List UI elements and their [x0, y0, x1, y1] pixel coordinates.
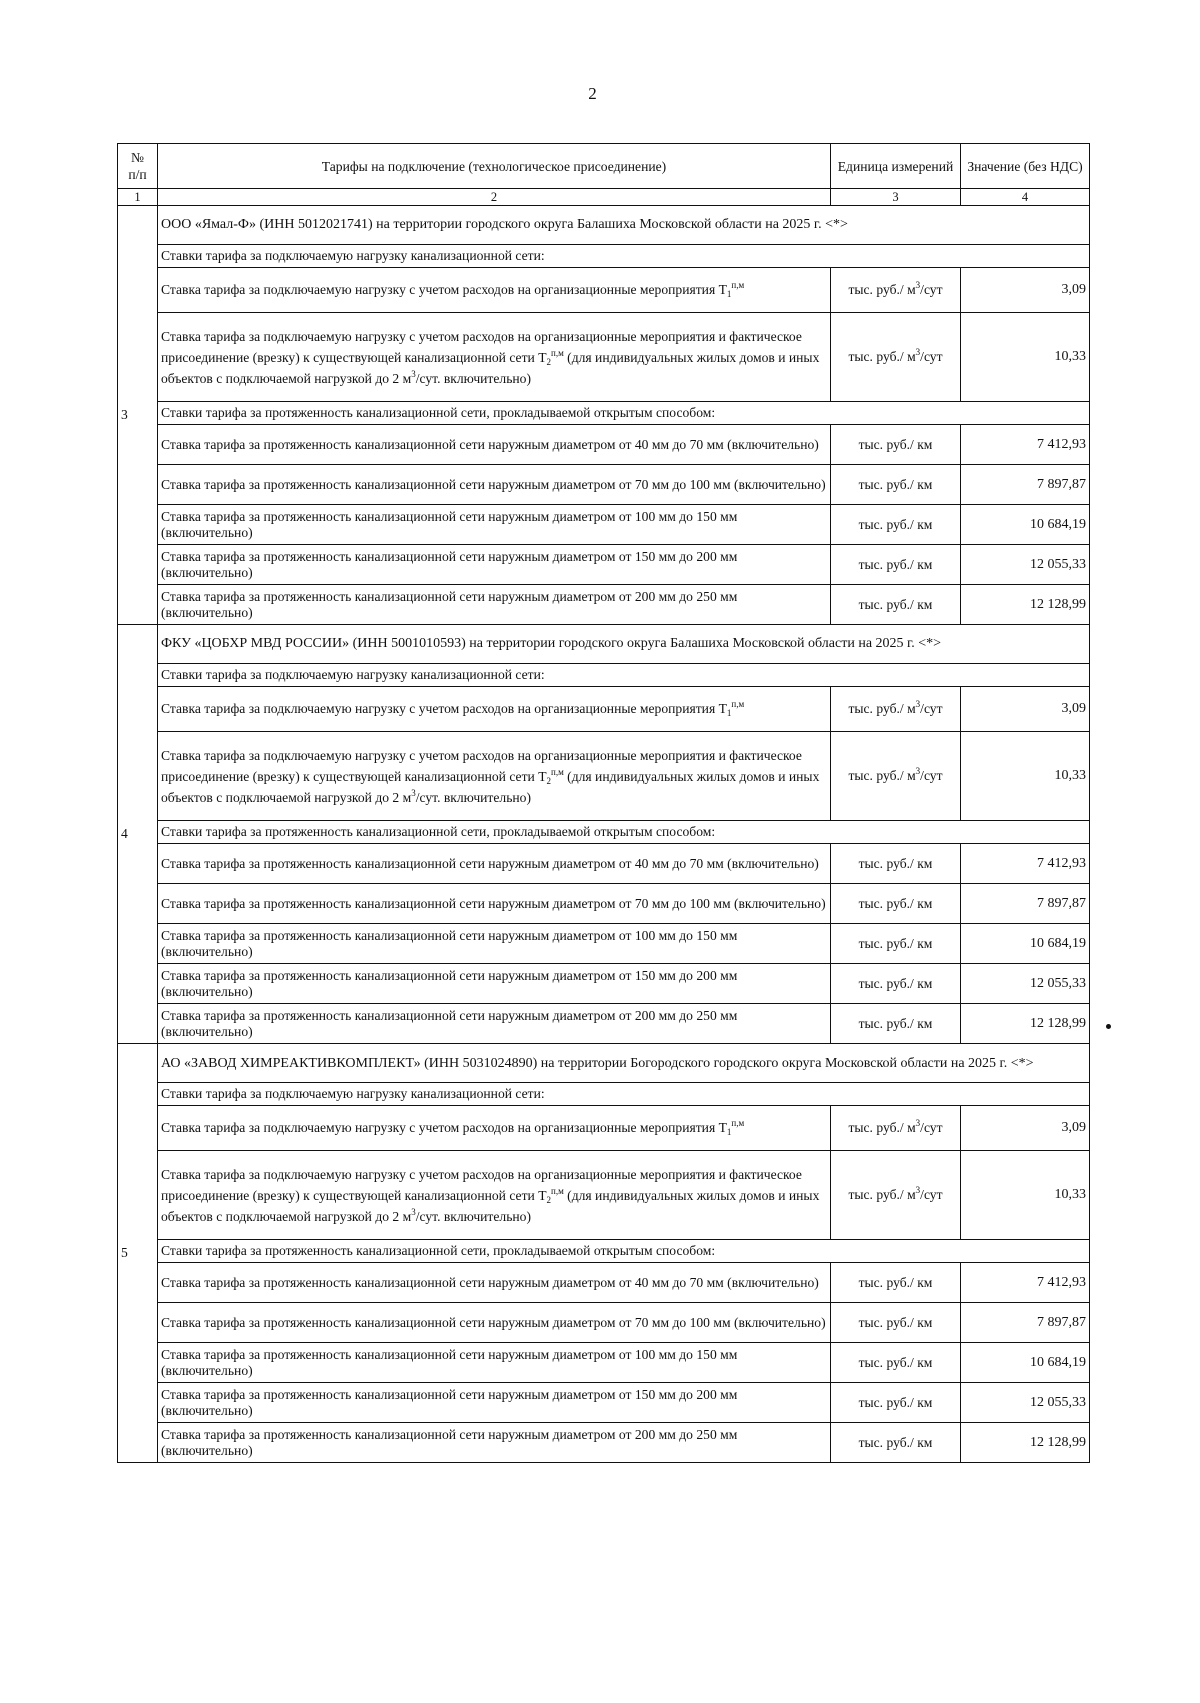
section-number: 3: [118, 206, 158, 625]
value-cell: 7 412,93: [961, 844, 1090, 884]
table-row: [118, 1423, 1090, 1463]
value-cell: 3,09: [961, 687, 1090, 732]
value-cell: 10 684,19: [961, 505, 1090, 545]
value-cell: 12 128,99: [961, 1004, 1090, 1044]
value-cell: 7 897,87: [961, 884, 1090, 924]
unit-cell: тыс. руб./ км: [831, 545, 961, 585]
table-row: [118, 313, 1090, 402]
tariff-description: Ставка тарифа за подключаемую нагрузку с учетом расходов на организационные мероприятия $Т_1^{п,м}$: [158, 268, 831, 313]
unit-cell: тыс. руб./ $м^3$/сут: [831, 687, 961, 732]
tariff-description: Ставка тарифа за протяженность канализационной сети наружным диаметром от 40 мм до 70 мм (включительно): [158, 1263, 831, 1303]
table-row: [118, 425, 1090, 465]
tariff-description: Ставка тарифа за подключаемую нагрузку с учетом расходов на организационные мероприятия $Т_1^{п,м}$: [158, 1106, 831, 1151]
tariff-description: Ставка тарифа за протяженность канализационной сети наружным диаметром от 150 мм до 200 мм (включительно): [158, 1383, 831, 1423]
value-cell: 7 897,87: [961, 465, 1090, 505]
length-subheading-row: [118, 1240, 1090, 1263]
tariff-description: Ставка тарифа за протяженность канализационной сети наружным диаметром от 70 мм до 100 мм (включительно): [158, 884, 831, 924]
table-row: [118, 1106, 1090, 1151]
table-row: [118, 924, 1090, 964]
tariff-description: Ставка тарифа за протяженность канализационной сети наружным диаметром от 40 мм до 70 мм (включительно): [158, 425, 831, 465]
table-row: [118, 964, 1090, 1004]
length-subheading-row: [118, 821, 1090, 844]
header-number: № п/п: [118, 144, 158, 189]
value-cell: 10 684,19: [961, 1343, 1090, 1383]
value-cell: 10,33: [961, 313, 1090, 402]
unit-cell: тыс. руб./ км: [831, 1303, 961, 1343]
scan-dot: [1106, 1024, 1111, 1029]
column-number: 2: [158, 189, 831, 206]
tariff-table: [117, 143, 1090, 1463]
tariff-description: Ставка тарифа за протяженность канализационной сети наружным диаметром от 70 мм до 100 мм (включительно): [158, 465, 831, 505]
unit-cell: тыс. руб./ $м^3$/сут: [831, 313, 961, 402]
unit-cell: тыс. руб./ $м^3$/сут: [831, 1106, 961, 1151]
load-subheading: Ставки тарифа за подключаемую нагрузку канализационной сети:: [158, 664, 1090, 687]
unit-cell: тыс. руб./ $м^3$/сут: [831, 268, 961, 313]
table-row: [118, 268, 1090, 313]
unit-cell: тыс. руб./ км: [831, 844, 961, 884]
page-number: 2: [588, 84, 597, 103]
unit-cell: тыс. руб./ $м^3$/сут: [831, 1151, 961, 1240]
table-row: [118, 844, 1090, 884]
table-header: [118, 144, 1090, 206]
value-cell: 12 128,99: [961, 585, 1090, 625]
load-subheading-row: [118, 1083, 1090, 1106]
tariff-description: Ставка тарифа за подключаемую нагрузку с учетом расходов на организационные мероприятия и фактическое присоединение (врезку) к существующей канализационной сети $Т_2^{п,м}$ (для индивидуальных жилых домов и иных объектов с подключаемой нагрузкой до 2 $м^3$/сут. включительно): [158, 313, 831, 402]
unit-cell: тыс. руб./ $м^3$/сут: [831, 732, 961, 821]
value-cell: 10,33: [961, 1151, 1090, 1240]
length-subheading: Ставки тарифа за протяженность канализационной сети, прокладываемой открытым способом:: [158, 402, 1090, 425]
tariff-description: Ставка тарифа за подключаемую нагрузку с учетом расходов на организационные мероприятия и фактическое присоединение (врезку) к существующей канализационной сети $Т_2^{п,м}$ (для индивидуальных жилых домов и иных объектов с подключаемой нагрузкой до 2 $м^3$/сут. включительно): [158, 1151, 831, 1240]
value-cell: 10 684,19: [961, 924, 1090, 964]
unit-cell: тыс. руб./ км: [831, 585, 961, 625]
organization-title: ООО «Ямал-Ф» (ИНН 5012021741) на территории городского округа Балашиха Московской области на 2025 г. <*>: [158, 206, 1090, 245]
unit-cell: тыс. руб./ км: [831, 1004, 961, 1044]
organization-row: [118, 1044, 1090, 1083]
unit-cell: тыс. руб./ км: [831, 964, 961, 1004]
column-number: 4: [961, 189, 1090, 206]
value-cell: 7 412,93: [961, 425, 1090, 465]
unit-cell: тыс. руб./ км: [831, 425, 961, 465]
tariff-description: Ставка тарифа за подключаемую нагрузку с учетом расходов на организационные мероприятия и фактическое присоединение (врезку) к существующей канализационной сети $Т_2^{п,м}$ (для индивидуальных жилых домов и иных объектов с подключаемой нагрузкой до 2 $м^3$/сут. включительно): [158, 732, 831, 821]
table-body: [118, 206, 1090, 1463]
table-row: [118, 1383, 1090, 1423]
tariff-description: Ставка тарифа за протяженность канализационной сети наружным диаметром от 200 мм до 250 мм (включительно): [158, 585, 831, 625]
section-number: 4: [118, 625, 158, 1044]
table-row: [118, 1263, 1090, 1303]
value-cell: 7 412,93: [961, 1263, 1090, 1303]
tariff-description: Ставка тарифа за протяженность канализационной сети наружным диаметром от 40 мм до 70 мм (включительно): [158, 844, 831, 884]
load-subheading-row: [118, 245, 1090, 268]
column-number: 3: [831, 189, 961, 206]
value-cell: 10,33: [961, 732, 1090, 821]
tariff-description: Ставка тарифа за протяженность канализационной сети наружным диаметром от 150 мм до 200 мм (включительно): [158, 545, 831, 585]
tariff-description: Ставка тарифа за протяженность канализационной сети наружным диаметром от 200 мм до 250 мм (включительно): [158, 1004, 831, 1044]
unit-cell: тыс. руб./ км: [831, 1343, 961, 1383]
organization-row: [118, 206, 1090, 245]
column-number: 1: [118, 189, 158, 206]
tariff-description: Ставка тарифа за протяженность канализационной сети наружным диаметром от 200 мм до 250 мм (включительно): [158, 1423, 831, 1463]
load-subheading-row: [118, 664, 1090, 687]
unit-cell: тыс. руб./ км: [831, 465, 961, 505]
value-cell: 12 055,33: [961, 964, 1090, 1004]
value-cell: 12 055,33: [961, 1383, 1090, 1423]
length-subheading-row: [118, 402, 1090, 425]
unit-cell: тыс. руб./ км: [831, 884, 961, 924]
table-row: [118, 1303, 1090, 1343]
table-row: [118, 505, 1090, 545]
unit-cell: тыс. руб./ км: [831, 505, 961, 545]
value-cell: 12 055,33: [961, 545, 1090, 585]
unit-cell: тыс. руб./ км: [831, 1423, 961, 1463]
value-cell: 7 897,87: [961, 1303, 1090, 1343]
length-subheading: Ставки тарифа за протяженность канализационной сети, прокладываемой открытым способом:: [158, 1240, 1090, 1263]
load-subheading: Ставки тарифа за подключаемую нагрузку канализационной сети:: [158, 1083, 1090, 1106]
length-subheading: Ставки тарифа за протяженность канализационной сети, прокладываемой открытым способом:: [158, 821, 1090, 844]
organization-row: [118, 625, 1090, 664]
unit-cell: тыс. руб./ км: [831, 1383, 961, 1423]
tariff-description: Ставка тарифа за протяженность канализационной сети наружным диаметром от 70 мм до 100 мм (включительно): [158, 1303, 831, 1343]
table-row: [118, 884, 1090, 924]
tariff-description: Ставка тарифа за протяженность канализационной сети наружным диаметром от 100 мм до 150 мм (включительно): [158, 924, 831, 964]
unit-cell: тыс. руб./ км: [831, 1263, 961, 1303]
tariff-description: Ставка тарифа за протяженность канализационной сети наружным диаметром от 100 мм до 150 мм (включительно): [158, 1343, 831, 1383]
organization-title: ФКУ «ЦОБХР МВД РОССИИ» (ИНН 5001010593) на территории городского округа Балашиха Московской области на 2025 г. <*>: [158, 625, 1090, 664]
table-row: [118, 687, 1090, 732]
value-cell: 3,09: [961, 268, 1090, 313]
table-row: [118, 1004, 1090, 1044]
table-row: [118, 1343, 1090, 1383]
load-subheading: Ставки тарифа за подключаемую нагрузку канализационной сети:: [158, 245, 1090, 268]
table-row: [118, 545, 1090, 585]
table-row: [118, 465, 1090, 505]
section-number: 5: [118, 1044, 158, 1463]
table-row: [118, 585, 1090, 625]
header-value: Значение (без НДС): [961, 144, 1090, 189]
header-title: Тарифы на подключение (технологическое присоединение): [158, 144, 831, 189]
unit-cell: тыс. руб./ км: [831, 924, 961, 964]
tariff-description: Ставка тарифа за протяженность канализационной сети наружным диаметром от 150 мм до 200 мм (включительно): [158, 964, 831, 1004]
tariff-description: Ставка тарифа за протяженность канализационной сети наружным диаметром от 100 мм до 150 мм (включительно): [158, 505, 831, 545]
table-row: [118, 732, 1090, 821]
organization-title: АО «ЗАВОД ХИМРЕАКТИВКОМПЛЕКТ» (ИНН 5031024890) на территории Богородского городского округа Московской области на 2025 г. <*>: [158, 1044, 1090, 1083]
value-cell: 3,09: [961, 1106, 1090, 1151]
header-unit: Единица измерений: [831, 144, 961, 189]
value-cell: 12 128,99: [961, 1423, 1090, 1463]
table-row: [118, 1151, 1090, 1240]
tariff-description: Ставка тарифа за подключаемую нагрузку с учетом расходов на организационные мероприятия $Т_1^{п,м}$: [158, 687, 831, 732]
